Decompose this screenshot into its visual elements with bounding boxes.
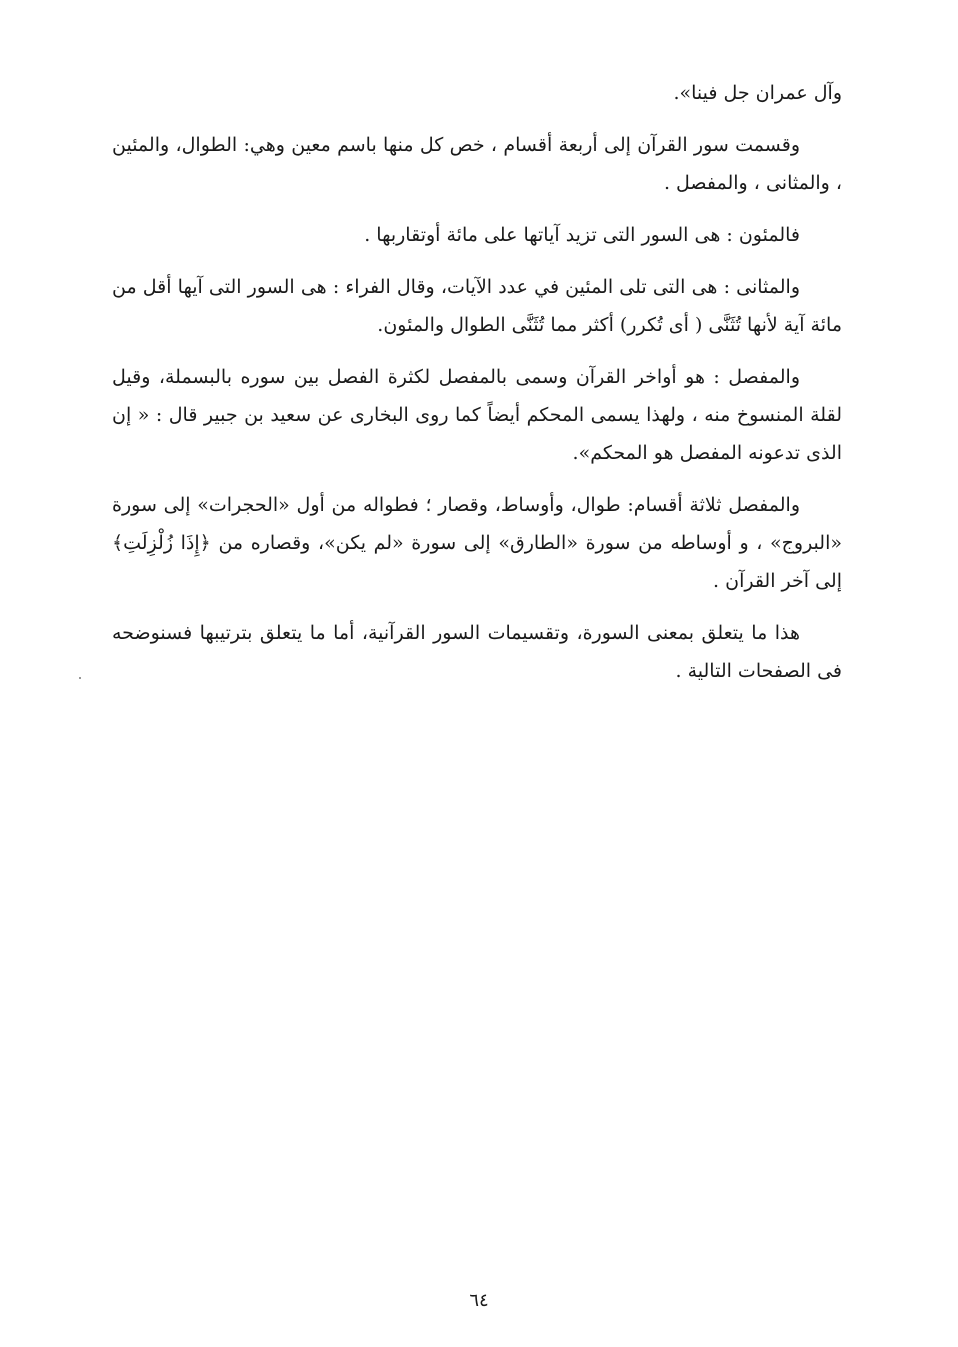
paragraph-4: والمثانى : هى التى تلى المئين في عدد الآيات، وقال الفراء : هى السور التى آيها أقل من مائة آية لأنها تُثَنَّى ( أى تُكرر) أكثر مما تُثَنَّى الطوال والمئون. bbox=[112, 276, 842, 336]
paragraph-5: والمفصل : هو أواخر القرآن وسمى بالمفصل لكثرة الفصل بين سوره بالبسملة، وقيل لقلة المنسوخ منه ، ولهذا يسمى المحكم أيضاً كما روى البخارى عن سعيد بن جبير قال : « إن الذى تدعونه المفصل هو المحكم». bbox=[112, 366, 842, 464]
paragraph-3: فالمئون : هى السور التى تزيد آياتها على مائة أوتقاربها . bbox=[364, 224, 800, 246]
paragraph-2: وقسمت سور القرآن إلى أربعة أقسام ، خص كل منها باسم معين وهي: الطوال، والمئين ، والمثانى ، والمفصل . bbox=[112, 134, 842, 194]
paragraph-6: والمفصل ثلاثة أقسام: طوال، وأوساط، وقصار ؛ فطواله من أول «الحجرات» إلى سورة «البروج» ، و أوساطه من سورة «الطارق» إلى سورة «لم يكن»، وقصاره من ﴿إِذَا زُلْزِلَتِ﴾ إلى آخر القرآن . bbox=[112, 494, 842, 592]
scan-speck bbox=[79, 677, 81, 679]
paragraph-7: هذا ما يتعلق بمعنى السورة، وتقسيمات السور القرآنية، أما ما يتعلق بترتيبها فسنوضحه فى الصفحات التالية . bbox=[112, 622, 842, 682]
paragraph-1: وآل عمران جل فينا». bbox=[673, 82, 842, 104]
page-number: ٦٤ bbox=[469, 1290, 489, 1311]
body-text bbox=[112, 74, 842, 704]
